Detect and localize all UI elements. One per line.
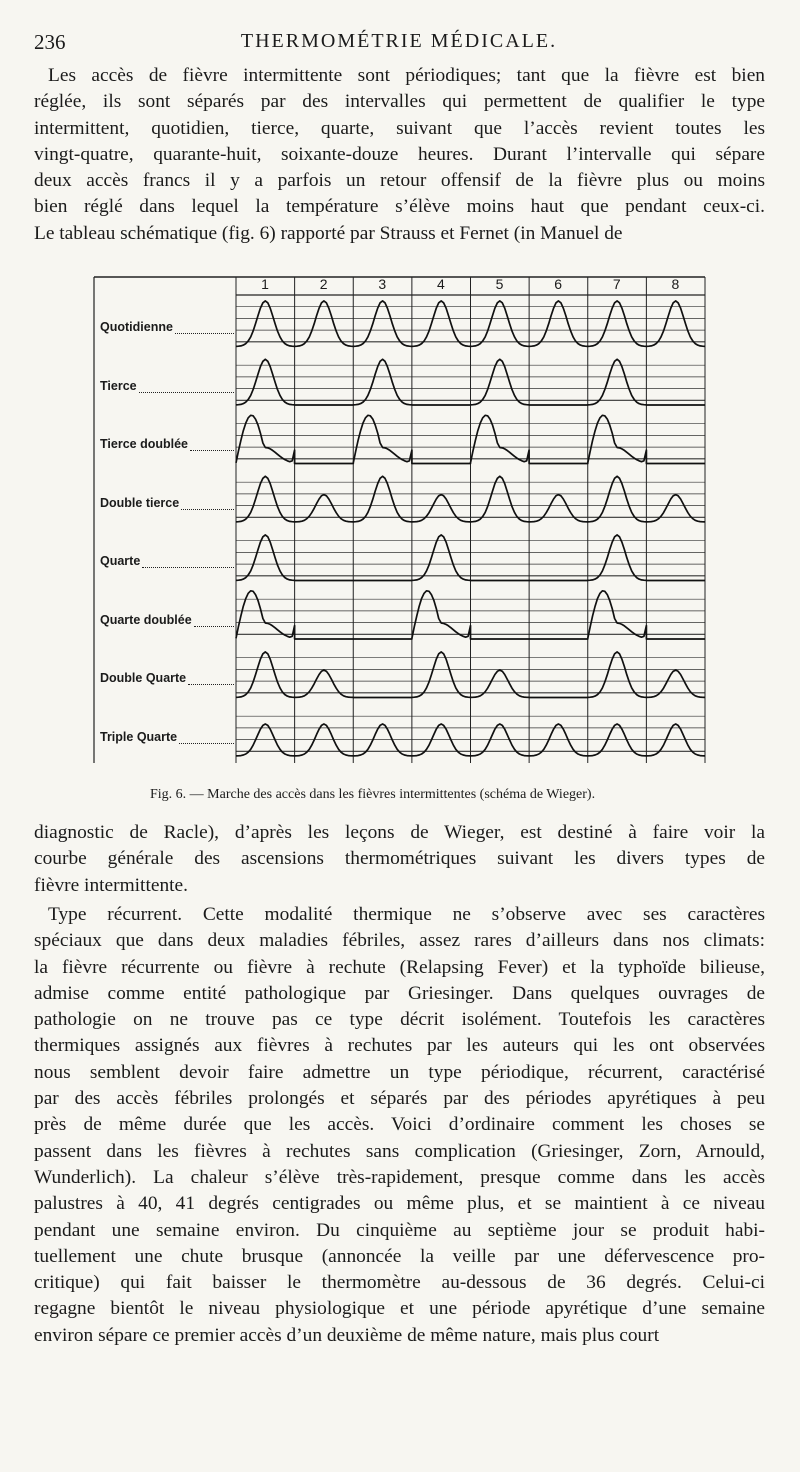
- figure-caption: Fig. 6. — Marche des accès dans les fièvres intermittentes (schéma de Wieger).: [150, 787, 596, 802]
- text-line: pathologie on ne trouve pas ce type décrit isolément. Toutefois les caractères: [34, 1009, 765, 1031]
- text-line: Les accès de fièvre intermittente sont périodiques; tant que la fièvre est bien: [48, 65, 765, 86]
- text-line: intermittent, quotidien, tierce, quarte, suivant que l’accès revient toutes les: [34, 117, 765, 139]
- text-line: Le tableau schématique (fig. 6) rapporté par Strauss et Fernet (in Manuel de: [34, 222, 623, 244]
- running-title: THERMOMÉTRIE MÉDICALE.: [240, 30, 558, 52]
- fever-type-label: Tierce doublée: [100, 437, 188, 452]
- text-line: admise comme entité pathologique par Griesinger. Dans quelques ouvrages de: [34, 982, 765, 1004]
- fever-type-label: Triple Quarte: [100, 729, 178, 744]
- leader-dots: [179, 743, 234, 744]
- day-label: 6: [554, 276, 563, 292]
- day-label: 8: [671, 276, 680, 292]
- text-line: Type récurrent. Cette modalité thermique ne s’observe avec ses caractères: [48, 904, 765, 925]
- day-label: 1: [261, 276, 269, 292]
- text-line: nous semblent devoir faire admettre un type périodique, récurrent, caractérisé: [34, 1061, 765, 1083]
- text-line: courbe générale des ascensions thermométriques suivant les divers types de: [34, 848, 765, 870]
- leader-dots: [142, 567, 234, 568]
- leader-dots: [188, 684, 234, 685]
- text-line: pendant une semaine environ. Du cinquième au septième jour se produit habi-: [34, 1219, 765, 1241]
- text-line: Wunderlich). La chaleur s’élève très-rapidement, presque comme dans les accès: [34, 1166, 765, 1188]
- paragraph-intermittent-fever: [34, 63, 765, 247]
- text-line: fièvre intermittente.: [34, 874, 188, 896]
- paragraph-diagnostic: [34, 820, 765, 899]
- paragraph-recurrent-type: [34, 902, 765, 1349]
- text-line: spéciaux que dans deux maladies fébriles, assez rares d’ailleurs dans nos climats:: [34, 930, 765, 952]
- day-label: 7: [612, 276, 621, 292]
- day-label: 2: [319, 276, 328, 292]
- fever-type-label: Quotidienne: [100, 320, 173, 335]
- page-number: 236: [34, 30, 66, 54]
- day-label: 3: [378, 276, 387, 292]
- fever-type-label: Tierce: [100, 378, 137, 393]
- leader-dots: [139, 392, 234, 393]
- text-line: regagne bientôt le niveau physiologique et une période apyrétique d’une semaine: [34, 1298, 765, 1320]
- text-line: vingt-quatre, quarante-huit, soixante-douze heures. Durant l’intervalle qui sépare: [34, 143, 765, 165]
- text-line: tuellement une chute brusque (annoncée la veille par une défervescence pro-: [34, 1245, 765, 1267]
- text-line: près de même durée que les accès. Voici d’ordinaire comment les choses se: [34, 1114, 765, 1136]
- text-line: environ sépare ce premier accès d’un deuxième de même nature, mais plus court: [34, 1324, 660, 1346]
- leader-dots: [190, 450, 234, 451]
- leader-dots: [175, 333, 234, 334]
- leader-dots: [194, 626, 234, 627]
- figure-6: [90, 273, 710, 775]
- text-line: palustres à 40, 41 degrés centigrades ou même plus, et se maintient à ce niveau: [34, 1193, 765, 1215]
- day-label: 5: [495, 276, 504, 292]
- fever-curve-chart: [90, 273, 710, 775]
- text-line: diagnostic de Racle), d’après les leçons de Wieger, est destiné à faire voir la: [34, 822, 765, 843]
- text-line: par des accès fébriles prolongés et séparés par des périodes apyrétiques à peu: [34, 1088, 765, 1110]
- text-line: thermiques assignés aux fièvres à rechutes par les auteurs qui les ont observées: [34, 1035, 765, 1057]
- text-line: passent dans les fièvres à rechutes sans complication (Griesinger, Zorn, Arnould,: [34, 1140, 765, 1162]
- text-line: la fièvre récurrente ou fièvre à rechute (Relapsing Fever) et la typhoïde bilieuse,: [34, 956, 765, 978]
- fever-type-label: Double Quarte: [100, 671, 187, 686]
- text-line: réglée, ils sont séparés par des intervalles qui permettent de qualifier le type: [34, 91, 765, 113]
- fever-type-label: Double tierce: [100, 495, 180, 510]
- text-line: bien réglé dans lequel la température s’élève moins haut que pendant ceux-ci.: [34, 196, 765, 218]
- page-header: [34, 30, 764, 56]
- leader-dots: [181, 509, 234, 510]
- fever-type-label: Quarte doublée: [100, 612, 192, 627]
- text-line: deux accès francs il y a parfois un retour offensif de la fièvre plus ou moins: [34, 170, 765, 192]
- text-line: critique) qui fait baisser le thermomètre au-dessous de 36 degrés. Celui-ci: [34, 1272, 765, 1294]
- fever-type-label: Quarte: [100, 554, 141, 569]
- day-label: 4: [436, 276, 445, 292]
